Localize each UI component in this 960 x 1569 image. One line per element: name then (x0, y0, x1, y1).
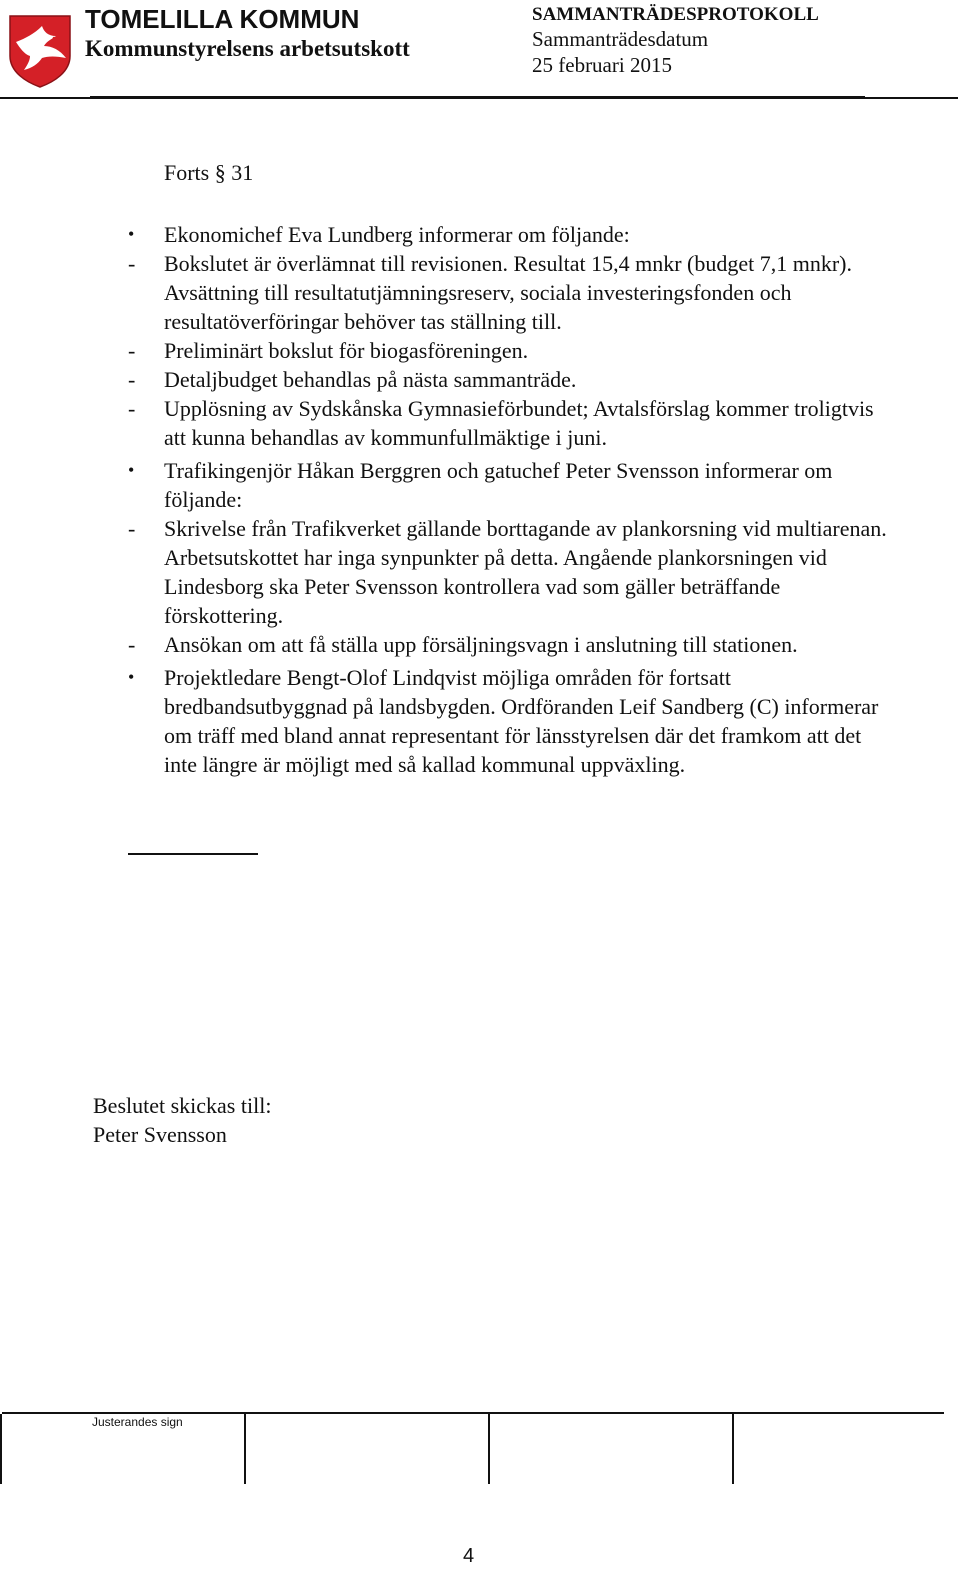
bullet-item (128, 663, 888, 779)
item-text: Detaljbudget behandlas på nästa sammanträde. (164, 367, 577, 392)
decision-recipient: Peter Svensson (93, 1122, 227, 1147)
dash-marker: - (128, 516, 136, 541)
org-name: TOMELILLA KOMMUN (85, 4, 360, 34)
item-text: Bokslutet är överlämnat till revisionen. Resultat 15,4 mnkr (budget 7,1 mnkr). Avsättning till resultatutjämningsreserv, sociala investeringsfonden och resultatöverföringar behöver tas ställning till. (164, 251, 852, 334)
dash-item (128, 249, 888, 336)
item-text: Preliminärt bokslut för biogasföreningen. (164, 338, 529, 363)
committee-name: Kommunstyrelsens arbetsutskott (85, 36, 410, 61)
minutes-body (128, 220, 888, 779)
dash-marker: - (128, 338, 136, 363)
item-text: Projektledare Bengt-Olof Lindqvist möjliga områden för fortsatt bredbandsutbyggnad på landsbygden. Ordföranden Leif Sandberg (C) informerar om träff med bland annat representant för länsstyrelsen där det framkom att det inte längre är möjligt med så kallad kommunal uppväxling. (164, 665, 879, 777)
dash-marker: - (128, 367, 136, 392)
bullet-item (128, 220, 888, 249)
meeting-date-label: Sammanträdesdatum (532, 27, 709, 51)
item-text: Ekonomichef Eva Lundberg informerar om följande: (164, 222, 630, 247)
item-text: Skrivelse från Trafikverket gällande borttagande av plankorsning vid multiarenan. Arbetsutskottet har inga synpunkter på detta. Angående plankorsningen vid Lindesborg ska Peter Svensson kontrollera vad som gäller beträffande förskottering. (164, 516, 887, 628)
item-text: Ansökan om att få ställa upp försäljningsvagn i anslutning till stationen. (164, 632, 798, 657)
dash-marker: - (128, 251, 136, 276)
decision-sent-label: Beslutet skickas till: (93, 1093, 272, 1118)
page-number: 4 (463, 1545, 475, 1567)
section-end-rule (128, 853, 258, 855)
bullet-item (128, 456, 888, 514)
item-text: Trafikingenjör Håkan Berggren och gatuchef Peter Svensson informerar om följande: (164, 458, 833, 512)
bullet-marker: • (128, 224, 135, 244)
dash-item (128, 514, 888, 630)
dash-item (128, 365, 888, 394)
item-text: Upplösning av Sydskånska Gymnasieförbundet; Avtalsförslag kommer troligtvis att kunna behandlas av kommunfullmäktige i juni. (164, 396, 874, 450)
shield-bird-crest-icon (8, 12, 72, 88)
dash-marker: - (128, 396, 136, 421)
bullet-marker: • (128, 460, 135, 480)
header-divider-accent (90, 96, 865, 99)
dash-item (128, 630, 888, 659)
decision-recipients (93, 1091, 271, 1149)
signature-label: Justerandes sign (92, 1415, 183, 1429)
section-reference: Forts § 31 (164, 160, 254, 185)
signature-cell-4 (732, 1414, 734, 1484)
dash-marker: - (128, 632, 136, 657)
document-type: SAMMANTRÄDESPROTOKOLL (532, 4, 819, 25)
signature-cell-3 (488, 1414, 490, 1484)
dash-item (128, 336, 888, 365)
meeting-date: 25 februari 2015 (532, 53, 672, 77)
signature-cell-2 (244, 1414, 246, 1484)
dash-item (128, 394, 888, 452)
bullet-marker: • (128, 667, 135, 687)
signature-cell-1 (0, 1414, 2, 1484)
